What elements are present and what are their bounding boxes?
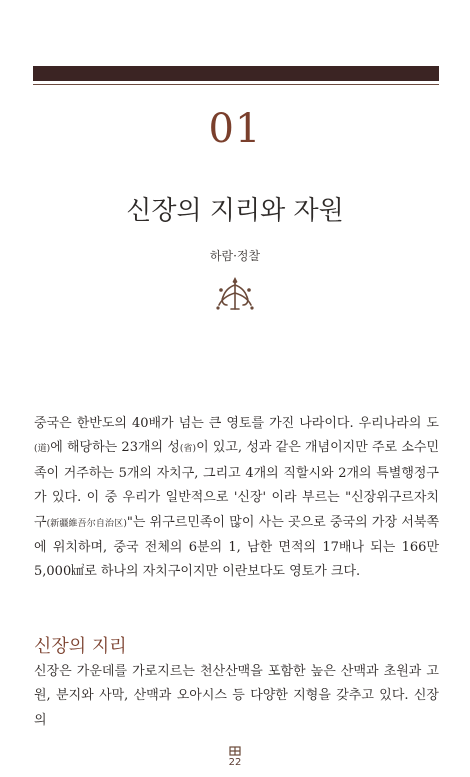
section-paragraph: 신장은 가운데를 가로지르는 천산산맥을 포함한 높은 산맥과 초원과 고원, 분지와 사막, 산맥과 오아시스 등 다양한 지형을 갖추고 있다. 신장의	[34, 664, 439, 728]
folio-ornament-icon	[228, 745, 242, 757]
intro-text-2: 에 해당하는 23개의 성	[50, 440, 180, 456]
leaf-ornament-icon	[213, 275, 257, 313]
intro-text-1: 중국은 한반도의 40배가 넘는 큰 영토를 가진 나라이다. 우리나라의 도	[34, 416, 439, 431]
hanja-annotation: (新疆維吾尔自治区)	[46, 518, 127, 529]
chapter-number: 01	[208, 106, 262, 152]
chapter-author: 하람·정찰	[209, 249, 261, 263]
hanja-annotation: (省)	[179, 444, 197, 455]
hanja-annotation: (道)	[34, 444, 51, 455]
chapter-header-bar	[33, 66, 439, 81]
intro-paragraph	[34, 412, 439, 585]
chapter-title: 신장의 지리와 자원	[126, 196, 344, 226]
intro-text-3: 이 있고, 성과 같은 개념이지만 주로 소수민족이 거주하는 5개의 자치구, 그리고 4개의 직할시와 2개의 특별행정구가 있다. 이 중 우리가 일반적으로 '신장' 이라 부르는 "신장위구르자치구	[34, 440, 440, 530]
section-heading: 신장의 지리	[34, 636, 127, 657]
intro-text-4: "는 위구르민족이 많이 사는 곳으로 중국의 가장 서북쪽에 위치하며, 중국 전체의 6분의 1, 남한 면적의 17배나 되는 166만 5,000㎢로 하나의 자치구이지만 이란보다도 영토가 크다.	[34, 514, 439, 580]
page-number: 22	[228, 757, 242, 768]
